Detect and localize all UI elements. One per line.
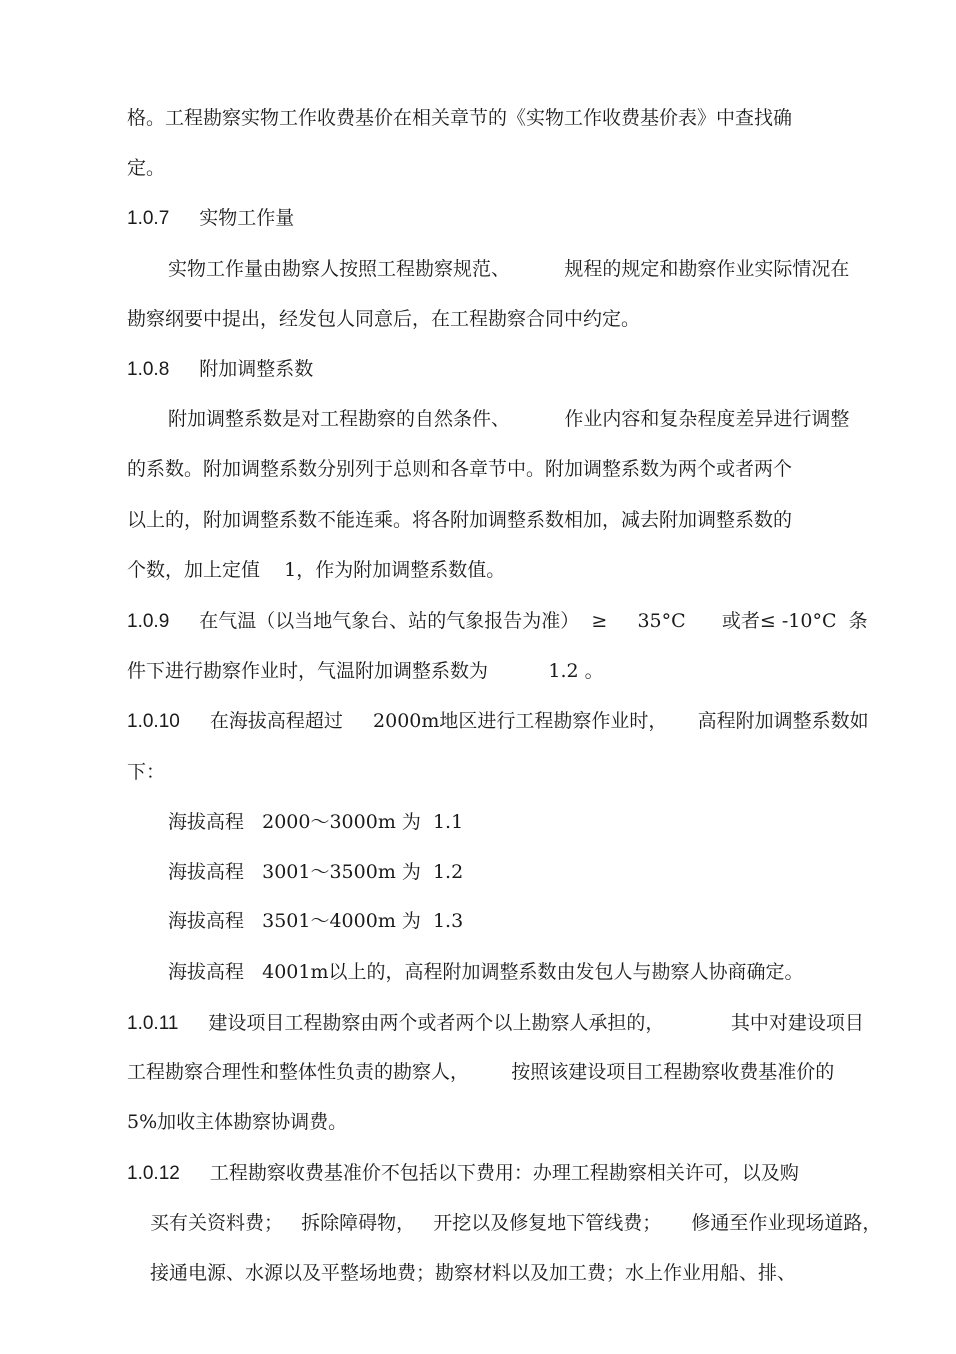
paragraph-line: 以上的，附加调整系数不能连乘。将各附加调整系数相加，减去附加调整系数的: [127, 509, 793, 531]
list-item: 海拔高程 3501～4000m 为 1.3: [168, 910, 464, 932]
section-number: 1.0.9: [127, 611, 170, 632]
paragraph-line: 买有关资料费； 拆除障碍物， 开挖以及修复地下管线费； 修通至作业现场道路，: [150, 1212, 882, 1234]
paragraph-line: 格。工程勘察实物工作收费基价在相关章节的《实物工作收费基价表》中查找确: [127, 107, 793, 129]
paragraph-line: 附加调整系数是对工程勘察的自然条件、 作业内容和复杂程度差异进行调整: [168, 408, 850, 430]
section-heading: 1.0.8 附加调整系数: [127, 358, 314, 380]
section-number: 1.0.10: [127, 711, 180, 732]
section-heading: 1.0.10 在海拔高程超过 2000m地区进行工程勘察作业时， 高程附加调整系数如: [127, 710, 869, 732]
section-heading: 1.0.11 建设项目工程勘察由两个或者两个以上勘察人承担的， 其中对建设项目: [127, 1012, 864, 1034]
section-number: 1.0.8: [127, 359, 170, 380]
paragraph-line: 工程勘察合理性和整体性负责的勘察人， 按照该建设项目工程勘察收费基准价的: [127, 1061, 835, 1083]
list-item: 海拔高程 3001～3500m 为 1.2: [168, 861, 464, 883]
section-heading: 1.0.9 在气温（以当地气象台、站的气象报告为准） ≥ 35°C 或者≤ -10°C 条: [127, 610, 868, 632]
section-number: 1.0.11: [127, 1013, 179, 1034]
list-item: 海拔高程 2000～3000m 为 1.1: [168, 811, 464, 833]
paragraph-line: 定。: [127, 157, 166, 179]
section-heading: 1.0.12 工程勘察收费基准价不包括以下费用：办理工程勘察相关许可，以及购: [127, 1162, 799, 1184]
paragraph-line: 个数，加上定值 1，作为附加调整系数值。: [127, 559, 506, 581]
paragraph-line: 接通电源、水源以及平整场地费；勘察材料以及加工费；水上作业用船、排、: [150, 1262, 797, 1284]
paragraph-line: 实物工作量由勘察人按照工程勘察规范、 规程的规定和勘察作业实际情况在: [168, 258, 850, 280]
list-item: 海拔高程 4001m以上的，高程附加调整系数由发包人与勘察人协商确定。: [168, 961, 804, 983]
paragraph-line: 勘察纲要中提出，经发包人同意后，在工程勘察合同中约定。: [127, 308, 641, 330]
paragraph-line: 件下进行勘察作业时，气温附加调整系数为 1.2 。: [127, 660, 604, 682]
section-heading: 1.0.7 实物工作量: [127, 207, 295, 229]
paragraph-line: 下：: [127, 761, 166, 783]
section-number: 1.0.7: [127, 208, 170, 229]
paragraph-line: 5%加收主体勘察协调费。: [127, 1111, 348, 1133]
section-number: 1.0.12: [127, 1163, 180, 1184]
paragraph-line: 的系数。附加调整系数分别列于总则和各章节中。附加调整系数为两个或者两个: [127, 458, 793, 480]
